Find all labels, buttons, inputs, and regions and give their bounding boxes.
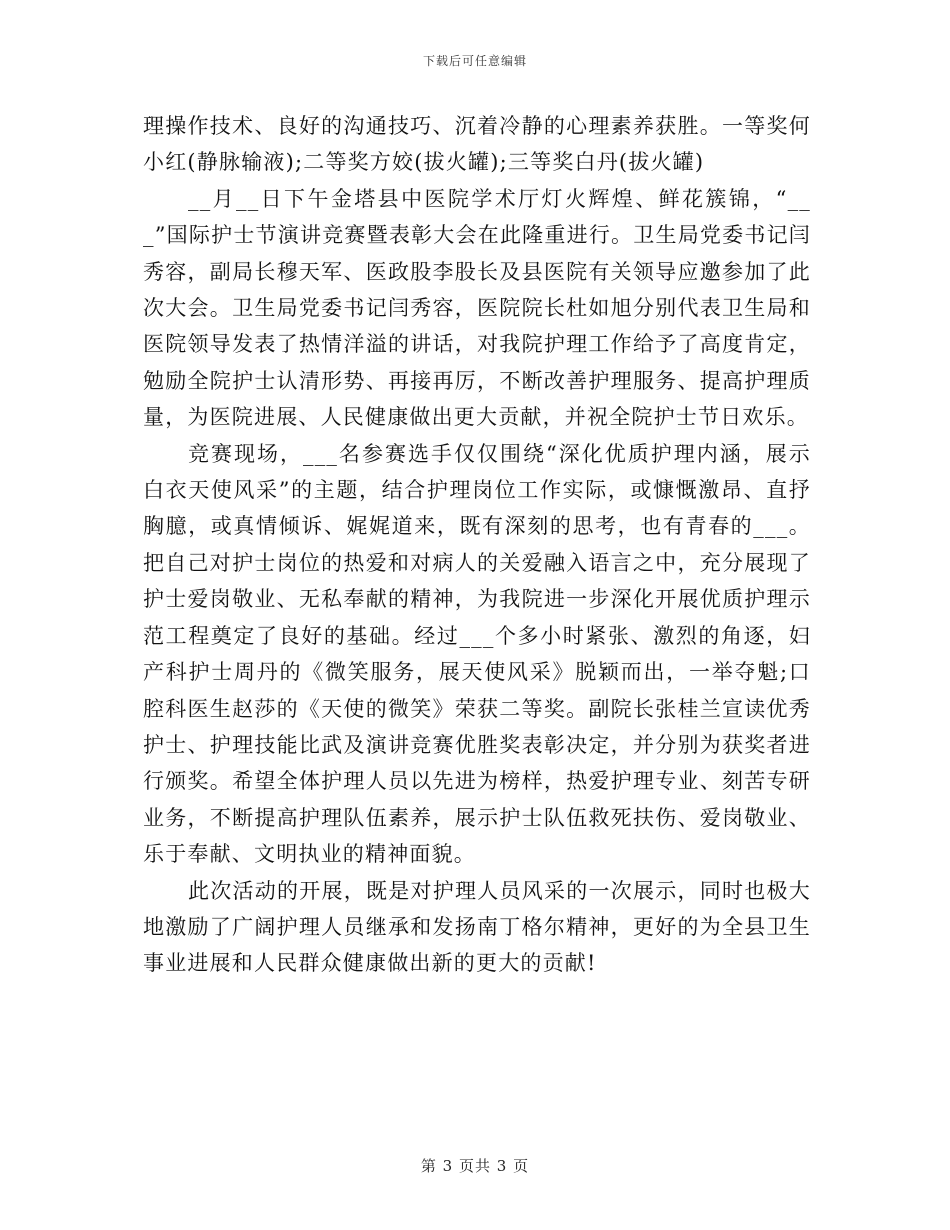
document-body xyxy=(143,108,811,982)
paragraph-3: 竞赛现场，___名参赛选手仅仅围绕“深化优质护理内涵，展示白衣天使风采”的主题，结合护理岗位工作实际，或慷慨激昂、直抒胸臆，或真情倾诉、娓娓道来，既有深刻的思考，也有青春的___。把自己对护士岗位的热爱和对病人的关爱融入语言之中，充分展现了护士爱岗敬业、无私奉献的精神，为我院进一步深化开展优质护理示范工程奠定了良好的基础。经过___个多小时紧张、激烈的角逐，妇产科护士周丹的《微笑服务，展天使风采》脱颖而出，一举夺魁;口腔科医生赵莎的《天使的微笑》荣获二等奖。副院长张桂兰宣读优秀护士、护理技能比武及演讲竞赛优胜奖表彰决定，并分别为获奖者进行颁奖。希望全体护理人员以先进为榜样，热爱护理专业、刻苦专研业务，不断提高护理队伍素养，展示护士队伍救死扶伤、爱岗敬业、乐于奉献、文明执业的精神面貌。 xyxy=(143,441,811,867)
paragraph-4: 此次活动的开展，既是对护理人员风采的一次展示，同时也极大地激励了广阔护理人员继承和发扬南丁格尔精神，更好的为全县卫生事业进展和人民群众健康做出新的更大的贡献! xyxy=(143,878,811,976)
page-footer: 第 3 页共 3 页 xyxy=(420,1157,530,1175)
page-header: 下载后可任意编辑 xyxy=(422,54,527,68)
paragraph-2: __月__日下午金塔县中医院学术厅灯火辉煌、鲜花簇锦，“___”国际护士节演讲竞赛暨表彰大会在此隆重进行。卫生局党委书记闫秀容，副局长穆天军、医政股李股长及县医院有关领导应邀参加了此次大会。卫生局党委书记闫秀容，医院院长杜如旭分别代表卫生局和医院领导发表了热情洋溢的讲话，对我院护理工作给予了高度肯定，勉励全院护士认清形势、再接再厉，不断改善护理服务、提高护理质量，为医院进展、人民健康做出更大贡献，并祝全院护士节日欢乐。 xyxy=(143,186,811,430)
paragraph-1: 理操作技术、良好的沟通技巧、沉着冷静的心理素养获胜。一等奖何小红(静脉输液);二等奖方姣(拔火罐);三等奖白丹(拔火罐) xyxy=(143,114,811,175)
